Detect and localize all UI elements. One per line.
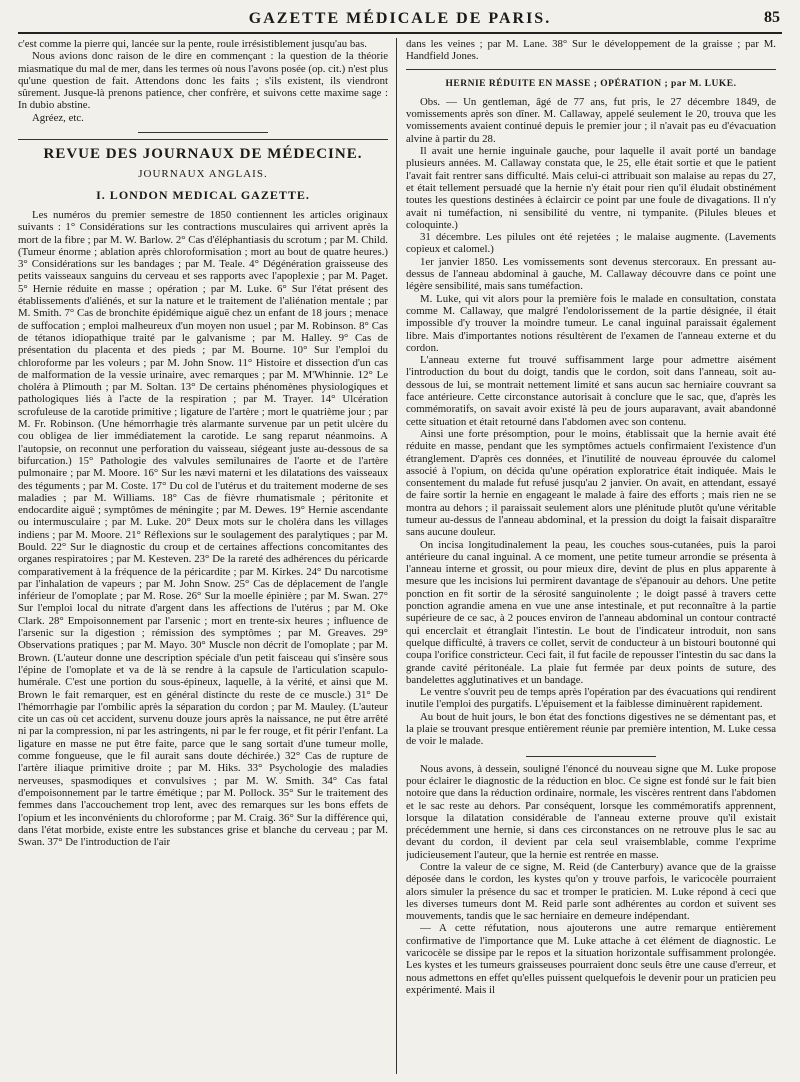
paragraph: L'anneau externe fut trouvé suffisamment large pour admettre aisément l'introduction du bout du doigt, tandis que le cordon, soit dans l'anneau, soit au-dessous de lui, se montrait nettement limité et sans aucun sac herniaire couvrant sa face antérieure. Cette circonstance autorisait à conclure que le sac, que, d'après les commémoratifs, on savait avoir existé là peu de jours auparavant, avait abandonné cette situation et était retourné dans l'abdomen avec son contenu.	[406, 354, 776, 428]
divider	[406, 69, 776, 70]
divider	[526, 756, 656, 757]
running-header	[18, 6, 782, 34]
paragraph: dans les veines ; par M. Lane. 38° Sur le développement de la graisse ; par M. Handfield Jones.	[406, 38, 776, 63]
paragraph: Obs. — Un gentleman, âgé de 77 ans, fut pris, le 27 décembre 1849, de vomissements après son dîner. M. Callaway, appelé seulement le 20, trouva que les vomissements avaient continué depuis le premier jour ; il n'avait pas eu d'évacuation alvine à partir du 28.	[406, 95, 776, 145]
paragraph: c'est comme la pierre qui, lancée sur la pente, roule irrésistiblement jusqu'au bas.	[18, 38, 367, 50]
paragraph: Nous avons, à dessein, souligné l'énoncé du nouveau signe que M. Luke propose pour éclairer le diagnostic de la réduction en bloc. Ce signe est fondé sur le fait bien notoire que dans la réduction ordinaire, normale, les viscères rentrent dans l'abdomen et le sac reste au dehors. Par conséquent, lorsque les commémoratifs apprennent, lorsque la dilatation considérable de l'anneau externe prouve qu'il existait précédemment une hernie, si dans ces circonstances on ne retrouve plus le sac au devant du cordon, il devient par cela seul vraisemblable, comme l'exprime judicieusement l'auteur, que la hernie est rentrée en masse.	[406, 762, 776, 861]
paragraph: 1er janvier 1850. Les vomissements sont devenus stercoraux. En pressant au-dessus de l'anneau abdominal à gauche, M. Callaway découvre dans ce point une légère sensibilité, mais sans tuméfaction.	[406, 255, 776, 293]
newspaper-page	[18, 6, 782, 1076]
paragraph: Nous avions donc raison de le dire en commençant : la question de la théorie miasmatique du mal de mer, dans les termes où nous l'avons posée (op. cit.) n'est plus qu'une question de fait. Attendons donc les faits ; s'ils existent, ils viendront sûrement. Jusque-là prenons patience, cher confrère, et suivons cette maxime sage : In dubio abstine.	[18, 50, 388, 112]
journal-title: GAZETTE MÉDICALE DE PARIS.	[248, 10, 552, 27]
two-column-body	[18, 38, 782, 1074]
right-column	[406, 38, 776, 1074]
journals-subtitle: JOURNAUX ANGLAIS.	[138, 168, 268, 181]
paragraph: Le ventre s'ouvrit peu de temps après l'opération par des évacuations qui rendirent inutile l'emploi des purgatifs. L'épuisement et la faiblesse diminuèrent rapidement.	[406, 686, 776, 711]
signature: Agréez, etc.	[32, 111, 84, 124]
paragraph: M. Luke, qui vit alors pour la première fois le malade en consultation, constata comme M. Callaway, que malgré l'endolorissement de la partie désignée, il était impossible d'y trouver la moindre tumeur. Le canal inguinal paraissait également libre. Mais d'importantes notions résultèrent de l'examen de l'anneau externe et du cordon.	[406, 292, 776, 354]
paragraph: Il avait une hernie inguinale gauche, pour laquelle il avait porté un bandage plusieurs années. M. Callaway constata que, le 25, elle était sortie et que le patient l'avait fait rentrer sans difficulté. Mais celui-ci attribuait son malaise au repas du 27, et était tellement persuadé que la hernie n'y était pour rien qu'il éludait obstinément toutes les questions destinées à éclaircir ce point par une foule de divagations. Il n'y avait ni tuméfaction, ni sensibilité du ventre, ni tympanite. (Pilules bleues et coloquinte.)	[406, 145, 776, 231]
divider	[138, 132, 268, 133]
paragraph: 31 décembre. Les pilules ont été rejetées ; le malaise augmente. (Lavements copieux et calomel.)	[406, 231, 776, 256]
paragraph: On incisa longitudinalement la peau, les couches sous-cutanées, puis la paroi antérieure du canal inguinal. A ce moment, une petite tumeur arrondie se présenta à l'anneau interne et grossit, ou pour mieux dire, devint de plus en plus apparente à mesure que les incisions lui permirent davantage de s'épanouir au dehors. Une petite ponction en fit sortir de la sérosité sanguinolente ; le doigt passé à travers cette ponction agrandie amena en vue une anse intestinale, et put reconnaître à la partie supérieure de ce sac, à 2 pouces environ de l'anneau abdominal un contour contracté qui encerclait et étranglait l'intestin. Le bout de l'indicateur introduit, non sans quelque difficulté, à travers ce collet, servit de conducteur à un bistouri boutonné qui coupa l'orifice constricteur. Ceci fait, il fut facile de repousser l'intestin du sac dans la grande cavité péritonéale. La plaie fut fermée par deux points de suture, des bandelettes agglutinatives et un bandage.	[406, 538, 776, 686]
section-title: I. LONDON MEDICAL GAZETTE.	[96, 187, 310, 202]
paragraph: Ainsi une forte présomption, pour le moins, établissait que la hernie avait été réduite en masse, pendant que les symptômes actuels confirmaient l'existence d'un étranglement. D'après ces données, et l'inutilité de nouveau éprouvée du calomel associé à l'opium, on décida qu'une opération exploratrice était indiquée. Mais le consentement du malade fut refusé jusqu'au 2 janvier. On avait, en attendant, essayé de faire sortir la hernie en engageant le malade à faire des efforts ; mais rien ne se montra au dehors ; il paraissait seulement alors une plénitude plutôt qu'une véritable tumeur au-dessus de l'anneau abdominal, et la pression du doigt la faisait disparaître sans aucune douleur.	[406, 427, 776, 539]
column-rule	[396, 38, 397, 1074]
case-heading: HERNIE RÉDUITE EN MASSE ; OPÉRATION ; par M. LUKE.	[445, 78, 737, 89]
divider	[18, 139, 388, 140]
paragraph: Les numéros du premier semestre de 1850 contiennent les articles originaux suivants : 1° Considérations sur les contractions musculaires qui arrivent après la mort de la fibre ; par M. W. Barlow. 2° Cas d'éléphantiasis du scrotum ; par M. Child. (Tumeur énorme ; ablation après chloroformisation ; mort au bout de quatre heures.) 3° Considérations sur les bandages ; par M. Teale. 4° Dégénération graisseuse des petits vaisseaux sanguins du cerveau et ses rapports avec l'apoplexie ; par M. Paget. 5° Hernie réduite en masse ; opération ; par M. Luke. 6° Sur l'état présent des établissements d'aliénés, et sur la nature et le traitement de l'aliénation mentale ; par M. Smith. 7° Cas de bronchite épidémique aiguë chez un enfant de 18 jours ; menace de suffocation ; emploi malheureux d'un moyen non usuel ; par M. Robinson. 8° Cas de tétanos idiopathique traité par le galvanisme ; par M. Halley. 9° Cas de présentation du placenta et des pieds ; par M. Bourne. 10° Sur l'emploi du chloroforme par les voleurs ; par M. John Snow. 11° Histoire et dissection d'un cas de malformation de la vessie urinaire, avec remarques ; par M. M'Whinnie. 12° Le choléra à Plimouth ; par M. Soltan. 13° De certains phénomènes physiologiques et pathologiques liés à l'acte de la respiration ; par M. Trayer. 14° Ulcération scrofuleuse de la carotide primitive ; ligature de l'artère ; mort le quatrième jour ; par M. Fr. Robinson. (Une hémorrhagie très alarmante survenue par un petit ulcère du cou obligea de lier immédiatement la carotide. Le sang reparut néanmoins. A l'autopsie, on reconnut une perforation du vaisseau, siégeant juste au-dessous de sa bifurcation.) 15° Pathologie des valvules semilunaires de l'aorte et de l'artère pulmonaire ; par M. Moore. 16° Sur les nævi materni et les dilatations des vaisseaux des téguments ; par M. Coste. 17° Du col de l'utérus et du traitement moderne de ses maladies ; par M. Williams. 18° Cas de fièvre rhumatismale ; péritonite et endocardite aiguë ; symptômes de méningite ; par M. Dewes. 19° Hernie ascendante ou intermusculaire ; par M. Luke. 20° Deux mots sur le choléra dans les villages indiens ; par M. Moore. 21° Réflexions sur le soulagement des paralytiques ; par M. Bould. 22° Sur le diagnostic du croup et de certaines affections concomitantes des organes respiratoires ; par M. Kesteven. 23° De la rareté des adhérences du péricarde comparativement à la fréquence de la péricardite ; par M. Kirkes. 24° Du narcotisme par l'inhalation de vapeurs ; par M. John Snow. 25° Cas de déplacement de l'angle inférieur de l'omoplate ; par M. Rose. 26° Sur la moelle épinière ; par M. Swan. 27° Sur l'emploi local du nitrate d'argent dans les affections de l'utérus ; par M. Oke Clark. 28° Empoisonnement par l'arsenic ; mort en trente-six heures ; influence de l'arsenic sur la digestion ; rémission des symptômes ; par M. Greaves. 29° Observations pratiques ; par M. Mayo. 30° Muscle non décrit de l'omoplate ; par M. Brown. (L'auteur donne une description spéciale d'un petit faisceau qui s'insère sous l'épine de l'omoplate et va de là se rendre à la capsule de l'articulation scapulo-humérale. C'est une portion du sous-épineux, laquelle, à la vérité, et ainsi que M. Brown le fait remarquer, est en général distincte du reste de ce muscle.) 31° De l'hémorrhagie par l'ombilic après la séparation du cordon ; par M. Mauley. (L'auteur cite un cas où cet accident, survenu douze jours après la naissance, ne put être arrêté ni par la compression, ni par les astringents, ni par le fer rouge, et fit périr l'enfant. La ligature en masse ne put être faite, parce que le sang sortait d'une tumeur molle, comme fongueuse, que le fil aurait sans doute déchirée.) 32° Cas de rupture de l'artère iliaque primitive droite ; par M. Hiks. 33° Psychologie des maladies nerveuses, spasmodiques et convulsives ; par M. W. Smith. 34° Cas fatal d'empoisonnement par le tartre émétique ; par M. Pollock. 35° Sur le traitement des femmes dans l'accouchement trop lent, avec des remarques sur les bons effets de l'opium et les inconvénients du chloroforme ; par M. Craig. 36° Sur la différence qui, dans l'état morbide, existe entre les substances grise et blanche du cerveau ; par M. Swan. 37° De l'introduction de l'air	[18, 208, 388, 849]
paragraph: — A cette réfutation, nous ajouterons une autre remarque entièrement confirmative de l'importance que M. Luke attache à cet élément de diagnostic. Le varicocèle se dissipe par le repos et la situation horizontale suffisamment prolongée. Les kystes et les tumeurs graisseuses pourraient donc seuls être une cause d'erreur, et nous admettons en effet qu'elles puissent quelquefois le devenir pour un praticien peu expérimenté. Mais il	[406, 922, 776, 996]
review-title: REVUE DES JOURNAUX DE MÉDECINE.	[43, 146, 363, 163]
page-number: 85	[764, 9, 780, 26]
paragraph: Contre la valeur de ce signe, M. Reid (de Canterbury) avance que de la graisse déposée dans le cordon, les kystes qu'on y trouve parfois, le varicocèle pourraient alors simuler la présence du sac et tromper le praticien. M. Luke répond à ceci que les diverses tumeurs dont M. Reid parle sont adhérentes au cordon et suivent ses mouvements, tandis que le sac herniaire en demeure indépendant.	[406, 861, 776, 923]
left-column	[18, 38, 388, 1074]
paragraph: Au bout de huit jours, le bon état des fonctions digestives ne se démentant pas, et la plaie se trouvant presque entièrement réunie par première intention, M. Luke cessa de voir le malade.	[406, 710, 776, 748]
